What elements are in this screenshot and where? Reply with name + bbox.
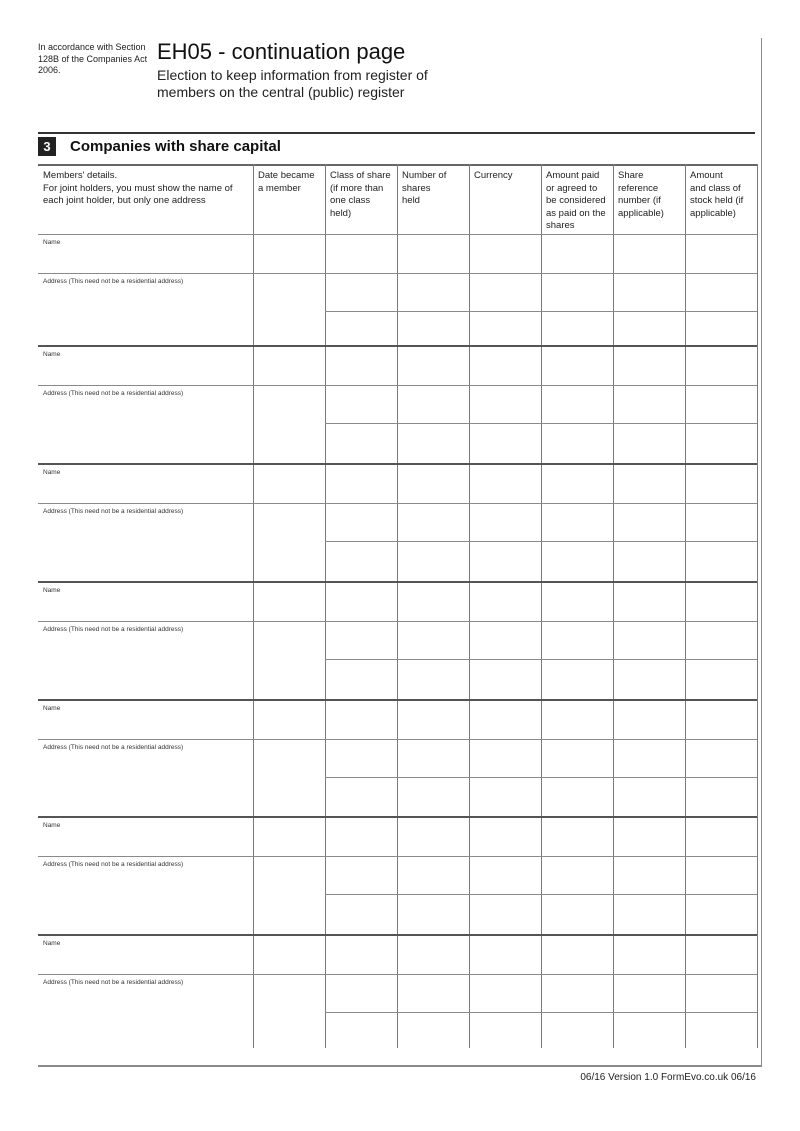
member-name-field[interactable]: [39, 829, 252, 855]
member-name-label: Name: [43, 705, 61, 712]
member-name-field[interactable]: [39, 712, 252, 738]
member-name-label: Name: [43, 239, 61, 246]
header-bottom-border: [38, 234, 757, 235]
member-name-field[interactable]: [39, 947, 252, 973]
form-title: EH05 - continuation page: [157, 39, 406, 64]
member-name-field[interactable]: [39, 594, 252, 620]
col-share-reference: Share reference number (if applicable): [618, 170, 664, 219]
member-block-divider: [38, 699, 757, 701]
col-date-became-member: Date became a member: [258, 170, 315, 194]
col-amount-class-stock: Amount and class of stock held (if applicable): [690, 170, 744, 219]
address-subrow-divider: [325, 311, 757, 312]
member-name-label: Name: [43, 469, 61, 476]
section-number-badge: 3: [38, 137, 56, 156]
legal-note: In accordance with Section 128B of the Companies Act 2006.: [38, 42, 148, 75]
section-title: Companies with share capital: [70, 138, 281, 155]
member-address-label: Address (This need not be a residential address): [43, 278, 184, 285]
address-subrow-divider: [325, 1012, 757, 1013]
member-address-label: Address (This need not be a residential address): [43, 626, 184, 633]
member-name-field[interactable]: [39, 358, 252, 384]
member-name-field[interactable]: [39, 246, 252, 272]
members-table: [38, 164, 757, 1048]
address-subrow-divider: [325, 777, 757, 778]
member-address-field[interactable]: [39, 287, 252, 344]
name-row-divider: [38, 273, 757, 274]
address-subrow-divider: [325, 894, 757, 895]
column-divider: [613, 164, 614, 1048]
column-divider: [253, 164, 254, 1048]
member-address-field[interactable]: [39, 753, 252, 815]
name-row-divider: [38, 621, 757, 622]
address-subrow-divider: [325, 659, 757, 660]
footer-version-text: 06/16 Version 1.0 FormEvo.co.uk 06/16: [580, 1072, 756, 1083]
address-subrow-divider: [325, 541, 757, 542]
member-address-field[interactable]: [39, 517, 252, 580]
member-block-divider: [38, 816, 757, 818]
member-address-label: Address (This need not be a residential address): [43, 508, 184, 515]
column-divider: [325, 164, 326, 1048]
member-block-divider: [38, 934, 757, 936]
footer-divider: [38, 1066, 762, 1067]
name-row-divider: [38, 856, 757, 857]
name-row-divider: [38, 739, 757, 740]
name-row-divider: [38, 974, 757, 975]
member-name-label: Name: [43, 587, 61, 594]
name-row-divider: [38, 503, 757, 504]
section-divider: [38, 132, 755, 134]
member-name-label: Name: [43, 822, 61, 829]
column-divider: [757, 164, 758, 1048]
member-name-label: Name: [43, 351, 61, 358]
column-divider: [469, 164, 470, 1048]
col-currency: Currency: [474, 170, 513, 181]
name-row-divider: [38, 385, 757, 386]
col-class-of-share: Class of share (if more than one class held): [330, 170, 391, 219]
member-block-divider: [38, 581, 757, 583]
member-name-field[interactable]: [39, 476, 252, 502]
address-subrow-divider: [325, 423, 757, 424]
member-block-divider: [38, 345, 757, 347]
form-subtitle: Election to keep information from register of members on the central (public) register: [157, 67, 428, 100]
column-divider: [397, 164, 398, 1048]
col-number-of-shares: Number of shares held: [402, 170, 447, 206]
col-amount-paid: Amount paid or agreed to be considered as paid on the shares: [546, 170, 606, 231]
member-address-field[interactable]: [39, 870, 252, 933]
member-address-field[interactable]: [39, 988, 252, 1046]
column-divider: [685, 164, 686, 1048]
column-divider: [541, 164, 542, 1048]
member-address-label: Address (This need not be a residential address): [43, 744, 184, 751]
member-address-label: Address (This need not be a residential address): [43, 979, 184, 986]
member-address-label: Address (This need not be a residential address): [43, 861, 184, 868]
member-address-field[interactable]: [39, 635, 252, 698]
member-block-divider: [38, 463, 757, 465]
member-address-label: Address (This need not be a residential address): [43, 390, 184, 397]
member-name-label: Name: [43, 940, 61, 947]
member-address-field[interactable]: [39, 399, 252, 462]
col-members-details: Members' details. For joint holders, you must show the name of each joint holder, but only one address: [43, 170, 233, 206]
